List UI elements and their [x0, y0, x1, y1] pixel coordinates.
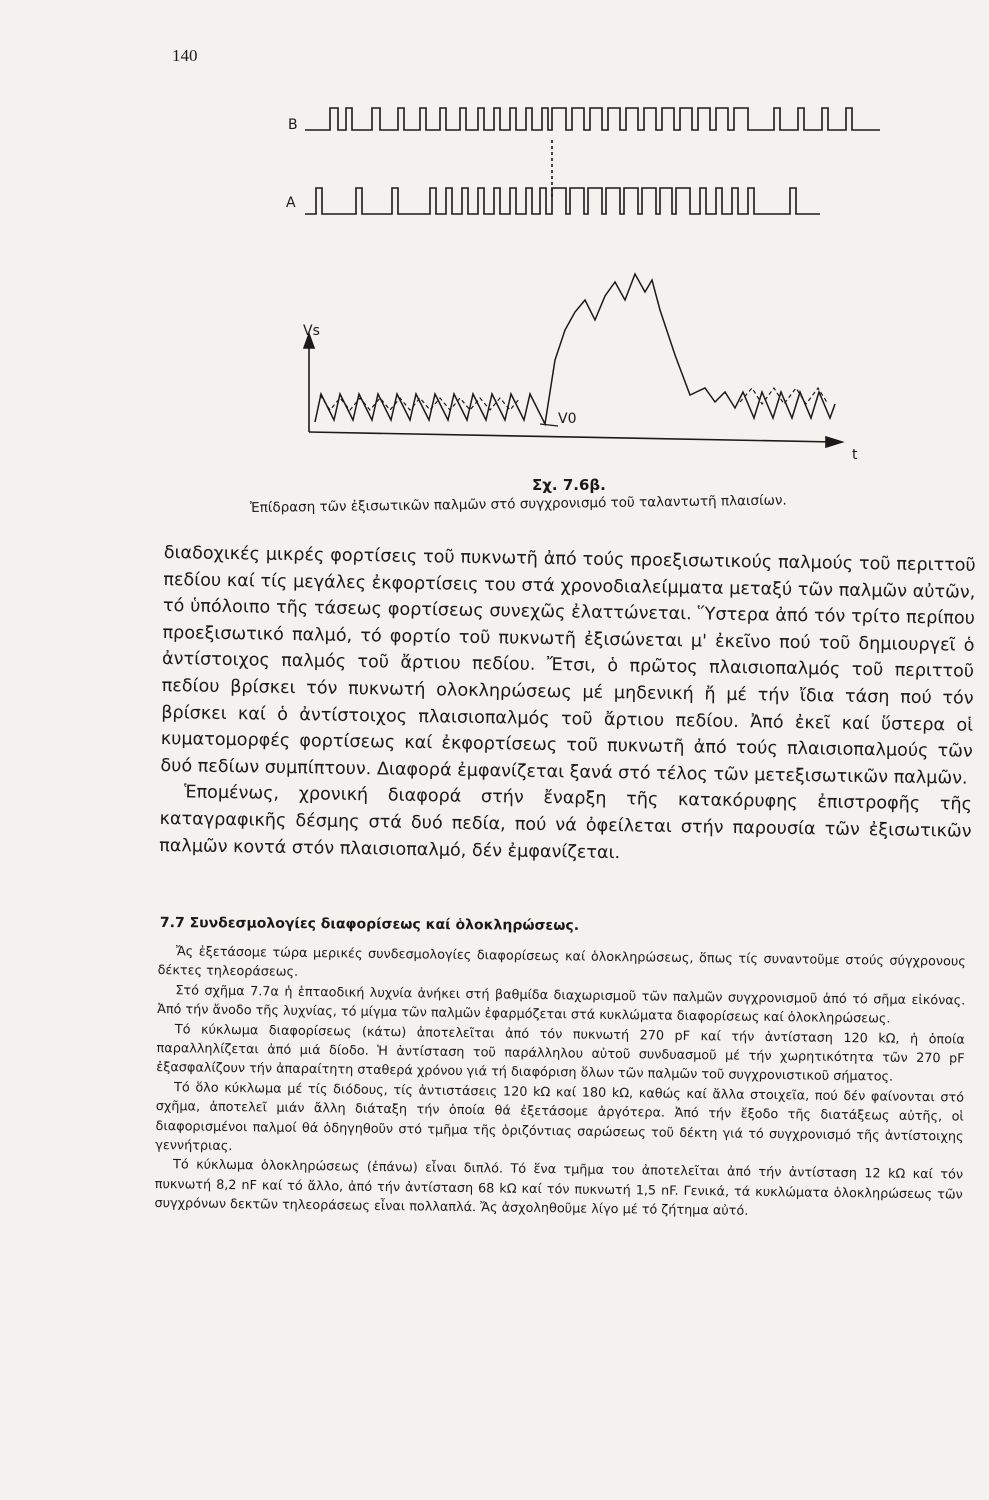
figure-caption-number: Σχ. 7.6β. — [532, 476, 606, 494]
section-heading: 7.7 Συνδεσμολογίες διαφορίσεως καί ὁλοκληρώσεως. — [159, 915, 580, 934]
label-t: t — [852, 447, 858, 463]
v0-level-line — [540, 424, 558, 426]
paragraph: Ἑπομένως, χρονική διαφορά στήν ἔναρξη τῆς κατακόρυφης ἐπιστροφῆς τῆς καταγραφικῆς δέσμης στά δυό πεδία, πού νά ὀφείλεται στήν παρουσία τῶν ἐξισωτικῶν παλμῶν κοντά στόν πλαισιοπαλμό, δέν ἐμφανίζεται. — [159, 782, 973, 863]
page-number: 140 — [172, 46, 198, 65]
paragraph: Τό ὅλο κύκλωμα μέ τίς διόδους, τίς ἀντιστάσεις 120 kΩ καί 180 kΩ, καθώς καί ἄλλα στοιχεῖα, πού δέν φαίνονται στό σχῆμα, ἀποτελεῖ μιάν ἄλλη διάταξη τήν ὁποία θά ἐξετάσομε ἀργότερα. Ἀπό τήν ἔξοδο τῆς διατάξεως αὐτῆς, οἱ διαφορισμένοι παλμοί θά ὁδηγηθοῦν στό τμῆμα τῆς ὁριζόντιας σαρώσεως τοῦ δέκτη γιά τό συγχρονισμό τῆς ἀντίστοιχης γεννήτριας. — [155, 1080, 965, 1155]
waveform-vs — [315, 274, 835, 424]
time-axis — [309, 432, 835, 442]
paragraph: Τό κύκλωμα ὁλοκληρώσεως (ἐπάνω) εἶναι διπλό. Τό ἕνα τμῆμα του ἀποτελεῖται ἀπό τήν ἀντίσταση 12 kΩ καί τόν πυκνωτή 8,2 nF καί τό ἄλλο, ἀπό τήν ἀντίσταση 68 kΩ καί τόν πυκνωτή 1,5 nF. Γενικά, τά κυκλώματα ὁλοκληρώσεως τῶν συγχρόνων δεκτῶν τηλεοράσεως εἶναι πολλαπλά. Ἄς ἀσχοληθοῦμε λίγο μέ τό ζήτημα αὐτό. — [154, 1157, 964, 1220]
figure-caption-text: Ἐπίδραση τῶν ἐξισωτικῶν παλμῶν στό συγχρονισμό τοῦ ταλαντωτῆ πλαισίων. — [250, 492, 787, 516]
label-vs: Vs — [303, 323, 320, 339]
paragraph: Στό σχῆμα 7.7α ἡ ἑπταοδική λυχνία ἀνήκει στή βαθμίδα διαχωρισμοῦ τῶν παλμῶν συγχρονισμοῦ ἀπό τό σῆμα εἰκόνας. Ἀπό τήν ἄνοδο τῆς λυχνίας, τό μίγμα τῶν παλμῶν ἐφαρμόζεται στά κυκλώματα διαφορίσεως καί ὁλοκληρώσεως. — [157, 983, 966, 1027]
body-text-large — [159, 540, 976, 872]
paragraph: Τό κύκλωμα διαφορίσεως (κάτω) ἀποτελεῖται ἀπό τόν πυκνωτή 270 pF καί τήν ἀντίσταση 120 kΩ, ἡ ὁποία παραλληλίζεται ἀπό μιά δίοδο. Ἡ ἀντίσταση τοῦ παράλληλου αὐτοῦ συνδυασμοῦ μέ τήν χωρητικότητα τῶν 270 pF ἐξασφαλίζουν τήν ἀπαραίτητη σταθερά χρόνου γιά τή διαφόριση ὅλων τῶν παλμῶν τοῦ συγχρονιστικοῦ σήματος. — [156, 1021, 965, 1086]
label-v0: V0 — [558, 411, 577, 427]
label-a: A — [286, 195, 296, 211]
time-axis-arrow — [826, 437, 842, 447]
body-text-small — [154, 942, 965, 1224]
waveform-a — [305, 188, 820, 214]
paragraph: Ἄς ἐξετάσομε τώρα μερικές συνδεσμολογίες διαφορίσεως καί ὁλοκληρώσεως, ὅπως τίς συναντοῦμε στούς σύγχρονους δέκτες τηλεοράσεως. — [157, 944, 966, 981]
paragraph: διαδοχικές μικρές φορτίσεις τοῦ πυκνωτῆ ἀπό τούς προεξισωτικούς παλμούς τοῦ περιττοῦ πεδίου καί τίς μεγάλες ἐκφορτίσεις του στά χρονοδιαλείμματα μεταξύ τῶν παλμῶν αὐτῶν, τό ὑπόλοιπο τῆς τάσεως φορτίσεως συνεχῶς ἐλαττώνεται. Ὕστερα ἀπό τόν τρίτο περίπου προεξισωτικό παλμό, τό φορτίο τοῦ πυκνωτῆ ἐξισώνεται μ' ἐκεῖνο πού τοῦ δημιουργεῖ ὁ ἀντίστοιχος παλμός τοῦ ἄρτιου πεδίου. Ἔτσι, ὁ πρῶτος πλαισιοπαλμός τοῦ περιττοῦ πεδίου βρίσκει τόν πυκνωτή ολοκληρώσεως μέ μηδενική ἤ μέ τήν ἴδια τάση πού τόν βρίσκει καί ὁ ἀντίστοιχος πλαισιοπαλμός τοῦ ἄρτιου πεδίου. Ἀπό ἐκεῖ καί ὕστερα οἱ κυματομορφές φορτίσεως καί ἐκφορτίσεως τοῦ πυκνωτῆ ἀπό τούς πλαισιοπαλμούς τῶν δυό πεδίων συμπίπτουν. Διαφορά ἐμφανίζεται ξανά στό τέλος τῶν μετεξισωτικῶν παλμῶν. — [160, 542, 976, 789]
waveform-b — [305, 108, 880, 130]
waveform-vs-dashed-right — [740, 388, 828, 404]
label-b: B — [288, 117, 298, 133]
figure-7-6b — [0, 0, 989, 480]
